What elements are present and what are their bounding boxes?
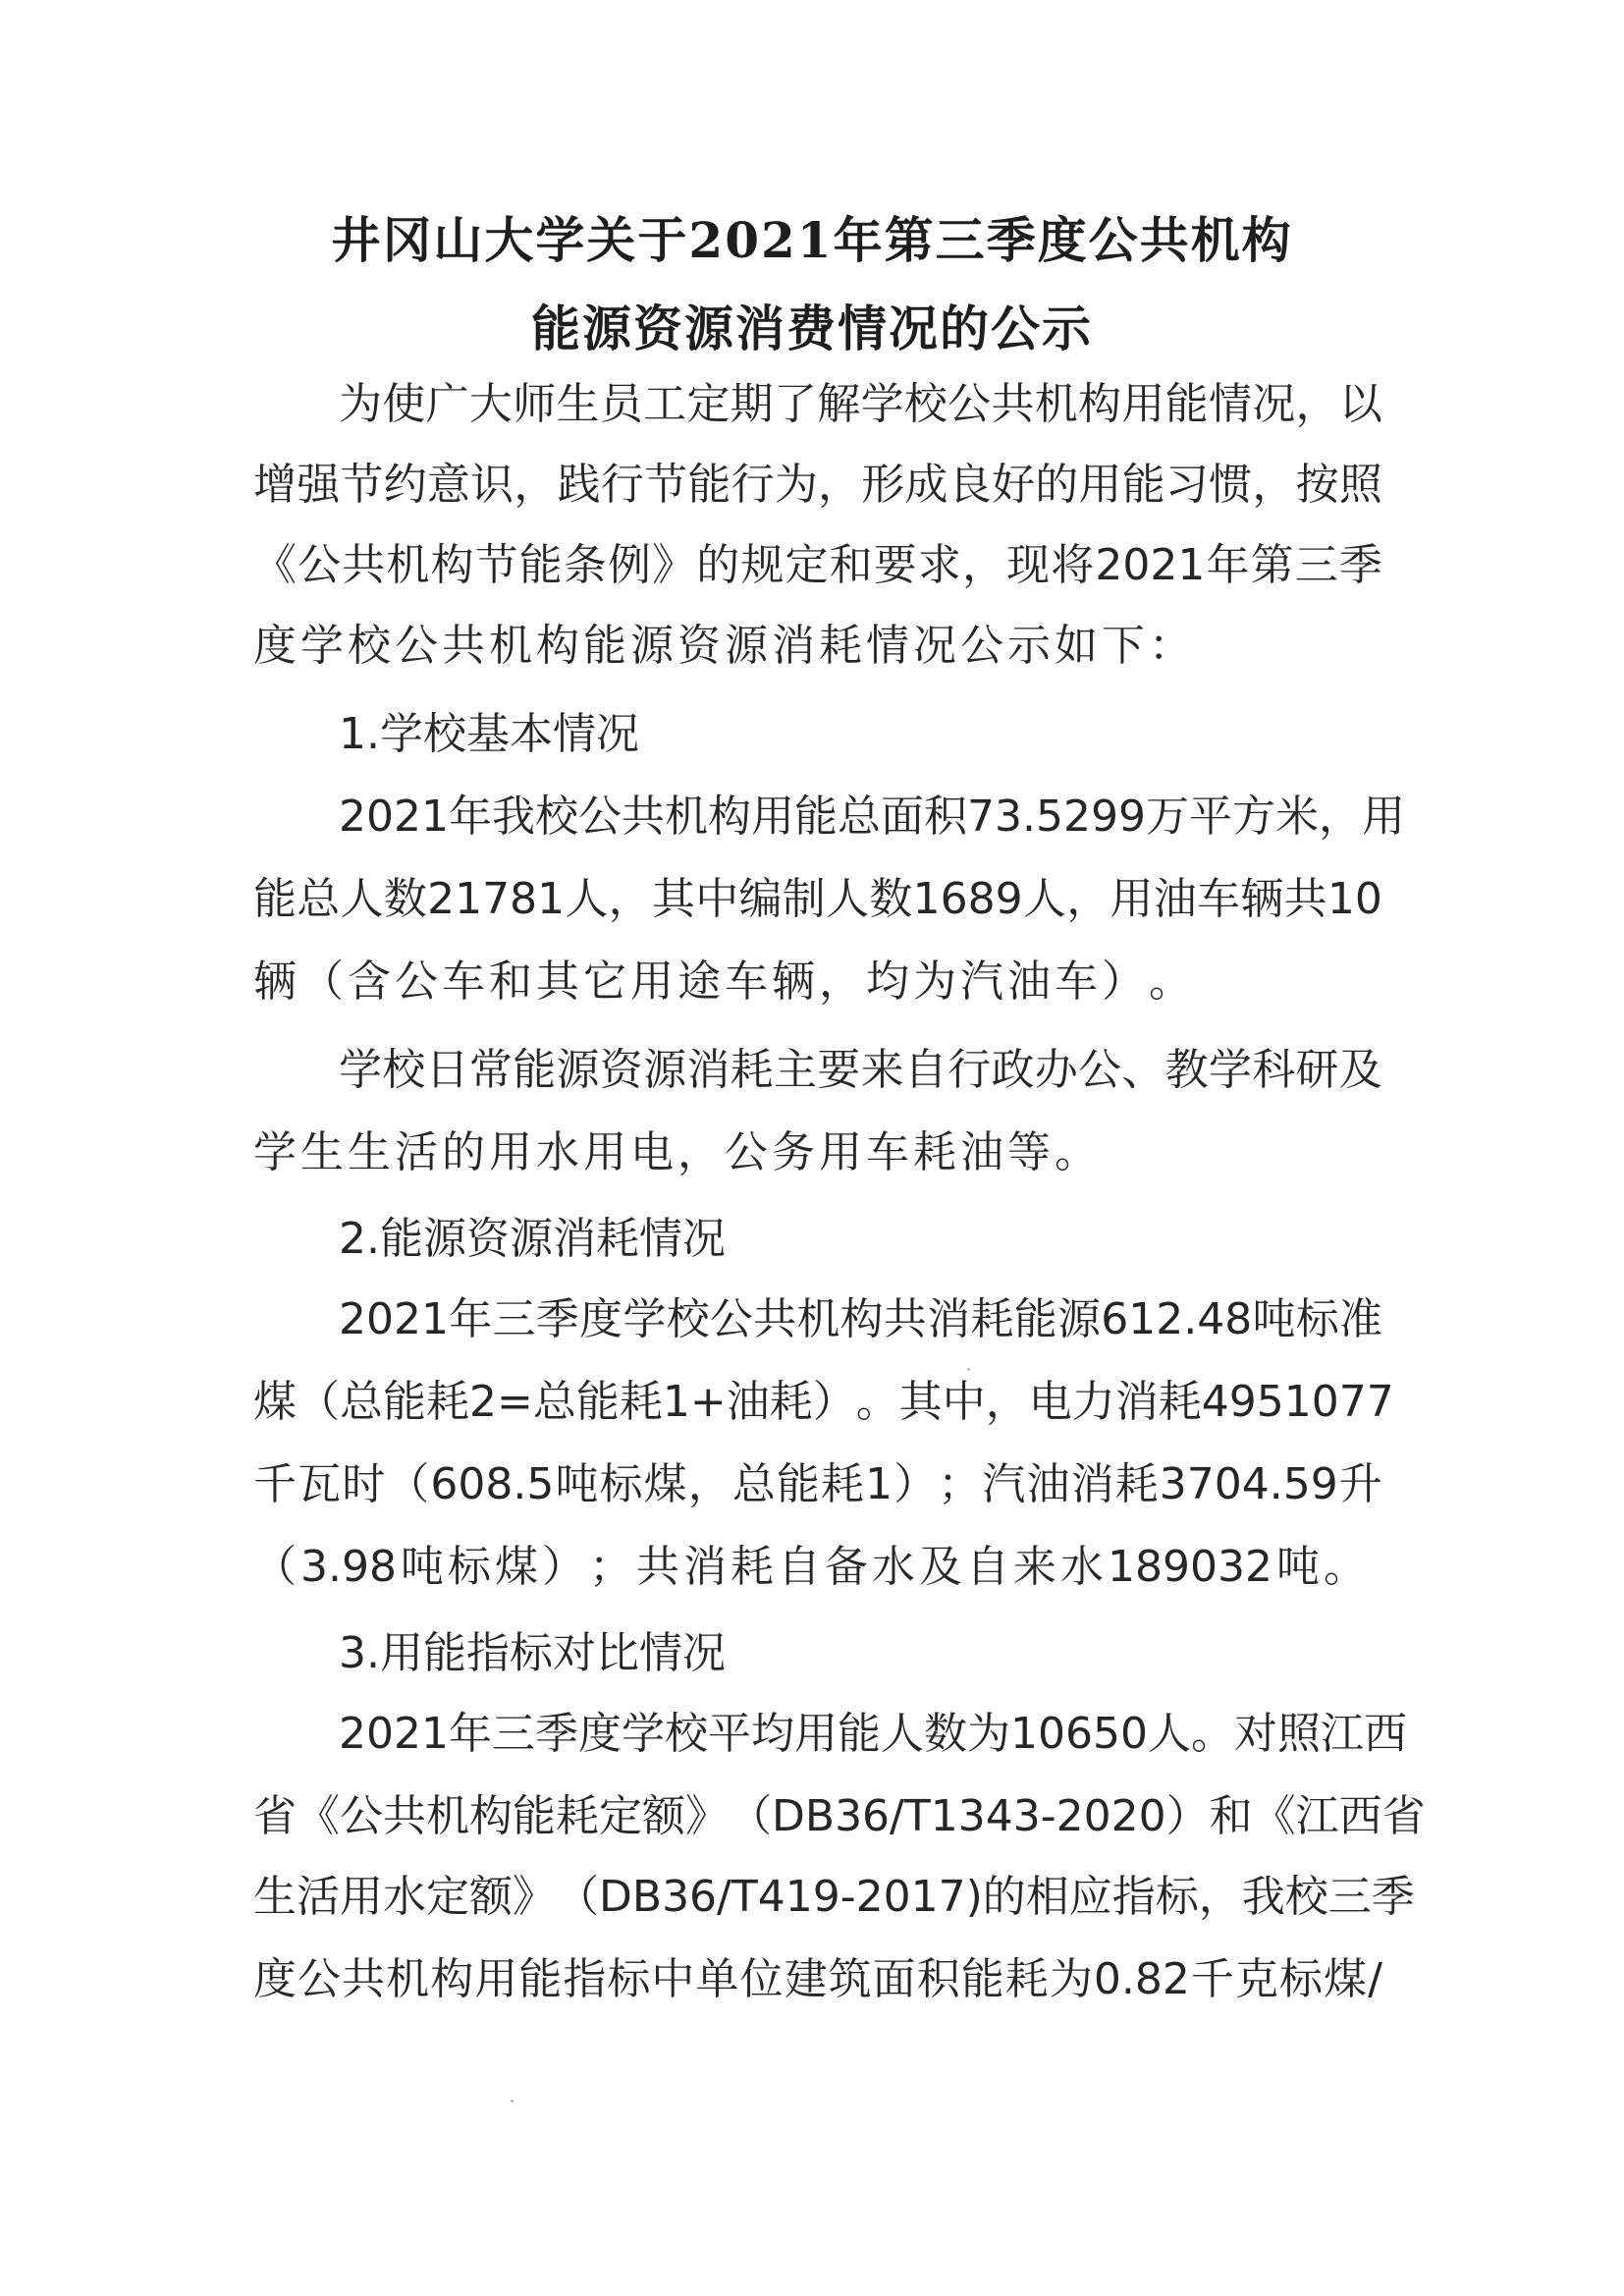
section-2-heading: 2.能源资源消耗情况 <box>339 1214 726 1264</box>
section-3-line: 生 活 用 水 定 额 》 （ DB36/T 419-2017 ) 的 相 应 指 标 ， 我 校 三 季 <box>253 1872 1415 1922</box>
section-1-line: 能 总 人 数 21781 人 ， 其 中 编 制 人 数 1689 人 ， 用 油 车 辆 共 10 <box>253 874 1382 924</box>
intro-line: 增 强 节 约 意 识 ， 践 行 节 能 行 为 ， 形 成 良 好 的 用 能 习 惯 ， 按 照 <box>253 460 1382 510</box>
section-1-line: 2021 年 我 校 公 共 机 构 用 能 总 面 积 73.5299 万 平 方 米 ， 用 <box>339 792 1405 842</box>
intro-line: 为 使 广 大 师 生 员 工 定 期 了 解 学 校 公 共 机 构 用 能 情 况 ， 以 <box>339 379 1382 429</box>
intro-line: 度 学 校 公 共 机 构 能 源 资 源 消 耗 情 况 公 示 如 下 ： <box>253 621 1192 671</box>
document-title-line-2: 能源资源消费情况的公示 <box>531 300 1093 357</box>
section-3-line: 度 公 共 机 构 用 能 指 标 中 单 位 建 筑 面 积 能 耗 为 0.82 千 克 标 煤 / <box>253 1954 1382 2004</box>
section-3-line: 2021 年 三 季 度 学 校 平 均 用 能 人 数 为 10650 人 。 对 照 江 西 <box>339 1709 1407 1759</box>
section-1-heading: 1.学校基本情况 <box>339 709 639 759</box>
section-2-line: （ 3.98 吨 标 煤 ） ； 共 消 耗 自 备 水 及 自 来 水 189032 吨 。 <box>253 1542 1367 1592</box>
section-1-line: 辆 （ 含 公 车 和 其 它 用 途 车 辆 ， 均 为 汽 油 车 ） 。 <box>253 957 1192 1007</box>
section-3-line: 省 《 公 共 机 构 能 耗 定 额 》 （ DB36/T 1343-2020 ） 和 《 江 西 省 <box>253 1791 1426 1841</box>
section-1-line: 学 生 生 活 的 用 水 用 电 ， 公 务 用 车 耗 油 等 。 <box>253 1127 1098 1177</box>
section-1-line: 学 校 日 常 能 源 资 源 消 耗 主 要 来 自 行 政 办 公 、 教 学 科 研 及 <box>339 1045 1382 1095</box>
scan-speck <box>967 1368 970 1371</box>
scan-speck <box>511 2100 514 2103</box>
intro-line: 《 公 共 机 构 节 能 条 例 》 的 规 定 和 要 求 ， 现 将 2021 年 第 三 季 <box>253 540 1382 590</box>
section-2-line: 煤 （ 总 能 耗 2= 总 能 耗 1+ 油 耗 ） 。 其 中 ， 电 力 消 耗 4951077 <box>253 1377 1394 1427</box>
section-2-line: 千 瓦 时 （ 608.5 吨 标 煤 ， 总 能 耗 1 ） ； 汽 油 消 耗 3704.59 升 <box>253 1459 1382 1509</box>
section-2-line: 2021 年 三 季 度 学 校 公 共 机 构 共 消 耗 能 源 612.48 吨 标 准 <box>339 1294 1382 1344</box>
section-3-heading: 3.用能指标对比情况 <box>339 1628 726 1678</box>
document-title-line-1: 井冈山大学关于2021年第三季度公共机构 <box>331 211 1293 269</box>
